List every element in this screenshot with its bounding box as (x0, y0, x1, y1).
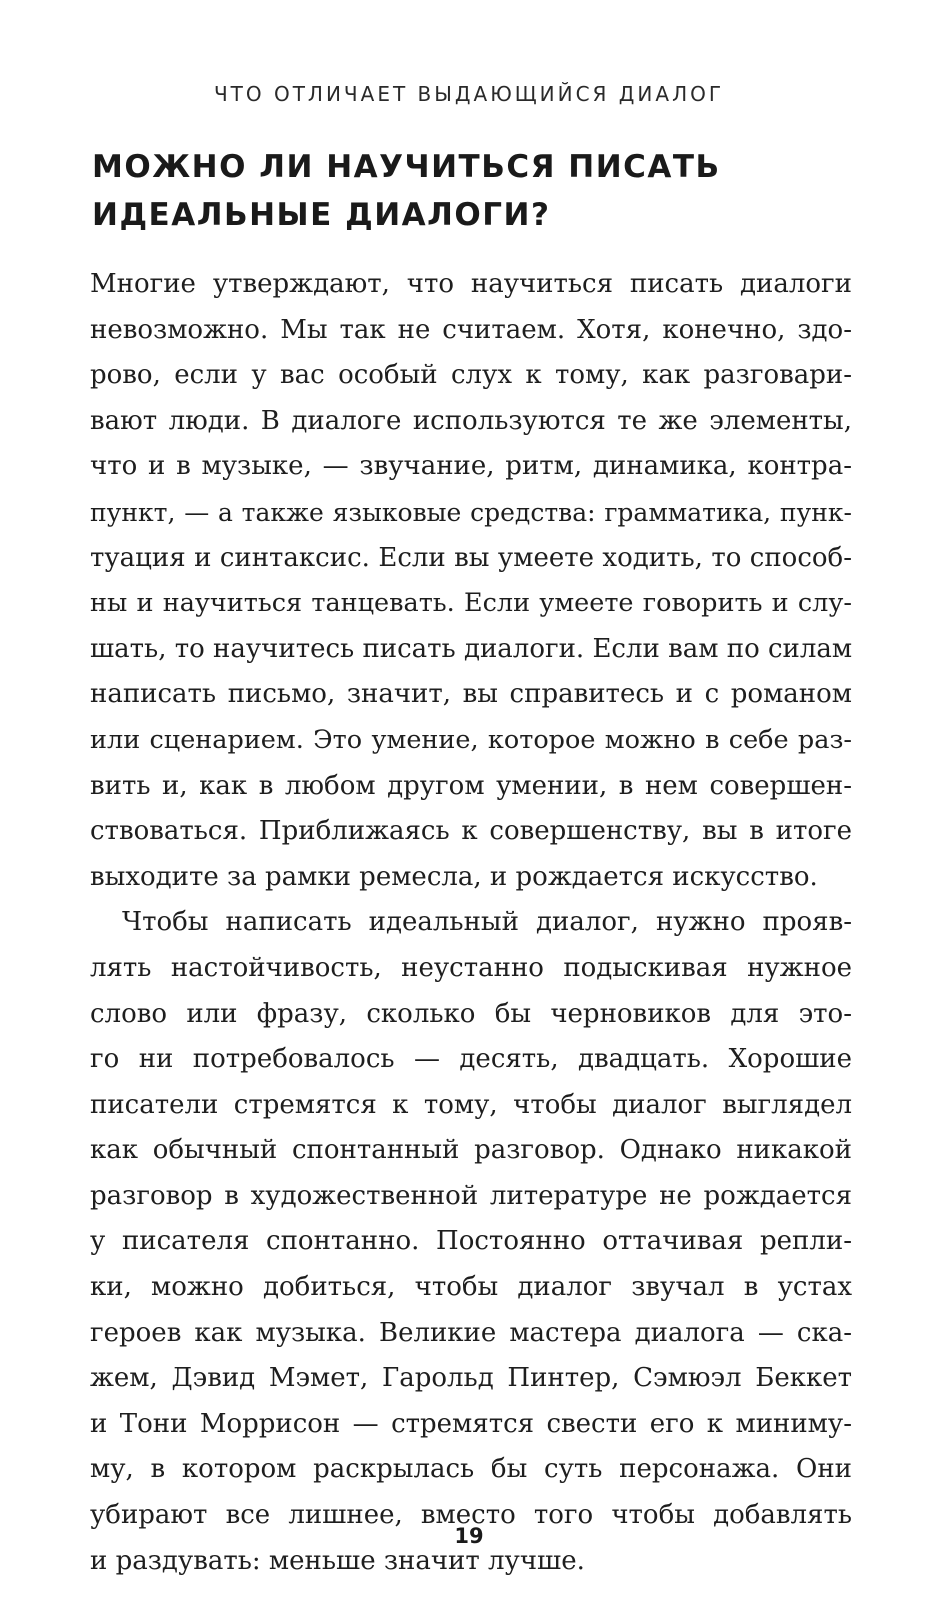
text-line: и Тони Моррисон — стремятся свести его к миниму- (90, 1408, 852, 1439)
text-line: туация и синтаксис. Если вы умеете ходить, то способ- (90, 542, 852, 573)
text-line: как обычный спонтанный разговор. Однако никакой (90, 1135, 852, 1166)
text-line: шать, то научитесь писать диалоги. Если вам по силам (90, 633, 853, 664)
text-line: ствоваться. Приближаясь к совершенству, вы в итоге (90, 816, 852, 847)
text-line: написать письмо, значит, вы справитесь и с романом (90, 679, 852, 710)
text-line: ки, можно добиться, чтобы диалог звучал в устах (90, 1272, 852, 1303)
text-line: что и в музыке, — звучание, ритм, динамика, контра- (90, 451, 852, 482)
running-head: ЧТО ОТЛИЧАЕТ ВЫДАЮЩИЙСЯ ДИАЛОГ (213, 82, 725, 106)
section-heading (92, 143, 852, 239)
paragraph-2 (90, 900, 852, 1584)
text-line: ны и научиться танцевать. Если умеете говорить и слу- (90, 588, 852, 619)
paragraph-1 (90, 262, 852, 900)
text-line: невозможно. Мы так не считаем. Хотя, конечно, здо- (90, 314, 852, 345)
text-line: жем, Дэвид Мэмет, Гарольд Пинтер, Сэмюэл Беккет (90, 1363, 852, 1394)
text-line: или сценарием. Это умение, которое можно в себе раз- (90, 724, 852, 755)
text-line: вить и, как в любом другом умении, в нем совершен- (90, 770, 852, 801)
text-line: му, в котором раскрылась бы суть персонажа. Они (90, 1454, 852, 1485)
section-heading-line: ИДЕАЛЬНЫЕ ДИАЛОГИ? (92, 197, 551, 233)
text-line: вают люди. В диалоге используются те же элементы, (90, 405, 852, 436)
text-line: Чтобы написать идеальный диалог, нужно прояв- (122, 907, 852, 938)
text-line: лять настойчивость, неустанно подыскивая нужное (90, 952, 852, 983)
text-line: писатели стремятся к тому, чтобы диалог выглядел (90, 1089, 852, 1120)
text-line: выходите за рамки ремесла, и рождается искусство. (90, 861, 818, 892)
text-line: слово или фразу, сколько бы черновиков для это- (90, 998, 852, 1029)
text-line: рово, если у вас особый слух к тому, как разговари- (90, 360, 852, 391)
page-number: 19 (454, 1524, 484, 1548)
text-line: разговор в художественной литературе не рождается (90, 1180, 852, 1211)
text-line: героев как музыка. Великие мастера диалога — ска- (90, 1317, 852, 1348)
section-heading-line: МОЖНО ЛИ НАУЧИТЬСЯ ПИСАТЬ (92, 149, 721, 185)
text-line: Многие утверждают, что научиться писать диалоги (90, 269, 852, 299)
text-line: убирают все лишнее, вместо того чтобы добавлять (90, 1500, 852, 1531)
text-line: у писателя спонтанно. Постоянно оттачивая репли- (90, 1226, 852, 1257)
text-line: пункт, — а также языковые средства: грамматика, пунк- (90, 497, 852, 527)
body-text (90, 262, 852, 1584)
text-line: и раздувать: меньше значит лучше. (90, 1545, 585, 1576)
text-line: го ни потребовалось — десять, двадцать. Хорошие (90, 1044, 852, 1075)
